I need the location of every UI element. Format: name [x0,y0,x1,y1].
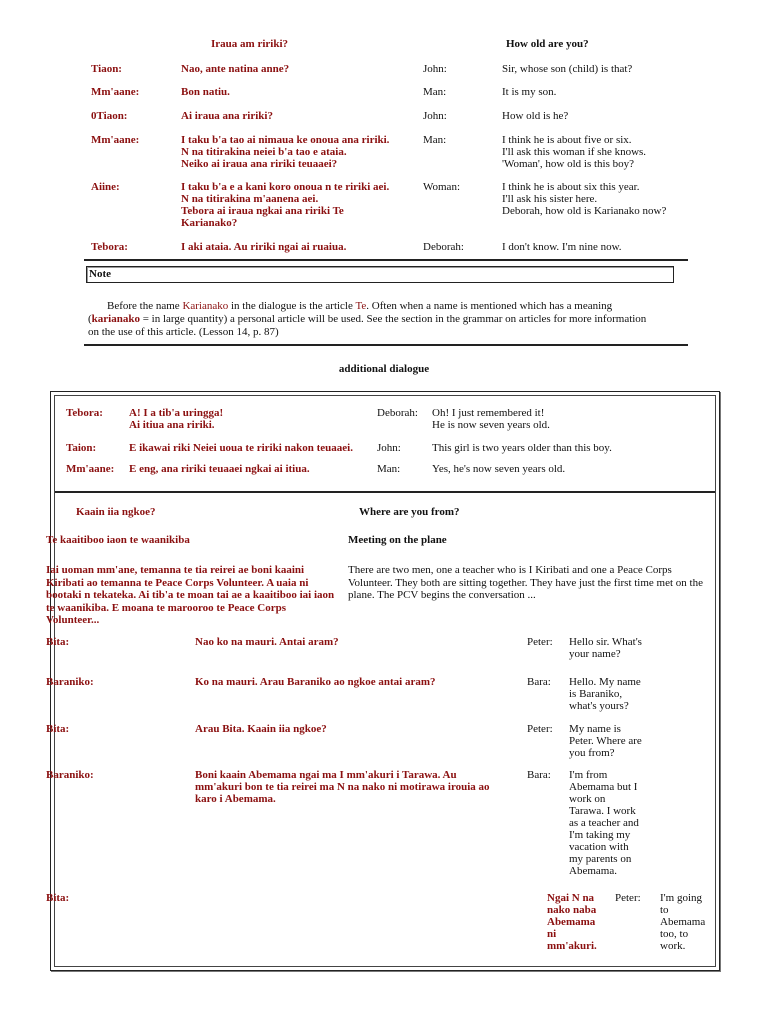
speaker-name: Taion: [66,442,97,454]
section-title-english: Where are you from? [359,506,460,518]
speaker-name: 0Tiaon: [91,110,128,122]
kiribati-line: Nao ko na mauri. Antai aram? [195,636,339,648]
subtitle-kiribati: Te kaaitiboo iaon te waanikiba [46,534,190,546]
english-line: I think he is about six this year. I'll ask his sister here. Deborah, how old is Karianako now? [502,181,667,217]
english-line: I'm going to Abemama too, to work. [660,892,706,952]
kiribati-line: I taku b'a tao ai nimaua ke onoua ana ririki. N na titirakina neiei b'a tao e ataia. Neiko ai iraua ana ririki teuaaei? [181,134,390,170]
speaker-name: Aiine: [91,181,120,193]
speaker-name-english: Man: [423,86,447,98]
speaker-name-english: Deborah: [377,407,418,419]
kiribati-line: E ikawai riki Neiei uoua te ririki nakon teuaaei. [129,442,353,454]
speaker-name-english: Bara: [527,676,551,688]
kiribati-line: Ko na mauri. Arau Baraniko ao ngkoe antai aram? [195,676,436,688]
english-line: Oh! I just remembered it! He is now seven years old. [432,407,550,431]
english-line: Hello. My name is Baraniko, what's yours? [569,676,641,712]
speaker-name: Baraniko: [46,769,94,781]
speaker-name: Mm'aane: [66,463,115,475]
speaker-name-english: Peter: [527,636,553,648]
note-text: = in large quantity) a personal article will be used. See the section in the grammar on articles for more information on the use of this article. (Lesson 14, p. 87) [88,313,647,338]
kiribati-line: I aki ataia. Au ririki ngai ai ruaiua. [181,241,347,253]
speaker-name-english: John: [423,110,447,122]
english-line: My name is Peter. Where are you from? [569,723,642,759]
divider [84,344,688,346]
speaker-name: Mm'aane: [91,134,140,146]
speaker-name: Bita: [46,723,70,735]
speaker-name-english: John: [423,63,447,75]
note-label: Note [89,268,111,280]
note-text: in the dialogue is the article [228,300,356,312]
intro-kiribati: Iai uoman mm'ane, temanna te tia reirei ae boni kaaini Kiribati ao temanna te Peace Corps Volunteer. A uaia ni bootaki n tekateka. Ai tib'a te moan tai ae a kaaitiboo iai iaon te waanikiba. E moana te marooroo te Peace Corps Volunteer... [46,564,335,626]
speaker-name-english: Man: [423,134,447,146]
speaker-name: Bita: [46,892,70,904]
note-text: . Often when a name is mentioned which has a meaning ( [88,300,613,325]
divider [84,259,688,261]
english-line: I think he is about five or six. I'll ask this woman if she knows. 'Woman', how old is this boy? [502,134,647,170]
kiribati-line: Bon natiu. [181,86,230,98]
speaker-name-english: Deborah: [423,241,464,253]
subtitle-english: Meeting on the plane [348,534,447,546]
english-line: I'm from Abemama but I work on Tarawa. I work as a teacher and I'm taking my vacation with my parents on Abemama. [569,769,639,877]
speaker-name: Tebora: [66,407,103,419]
speaker-name: Mm'aane: [91,86,140,98]
english-line: Hello sir. What's your name? [569,636,642,660]
kiribati-line: Nao, ante natina anne? [181,63,290,75]
speaker-name-english: John: [377,442,401,454]
note-name: Karianako [182,300,229,312]
kiribati-line: A! I a tib'a uringga! Ai itiua ana ririki. [129,407,224,431]
english-line: How old is he? [502,110,569,122]
english-line: I don't know. I'm nine now. [502,241,622,253]
speaker-name-english: Woman: [423,181,460,193]
kiribati-line: I taku b'a e a kani koro onoua n te ririki aei. N na titirakina m'aanena aei. Tebora ai iraua ngkai ana ririki Te Karianako? [181,181,390,229]
additional-dialogue-title: additional dialogue [338,363,430,375]
speaker-name: Bita: [46,636,70,648]
kiribati-line: Boni kaain Abemama ngai ma I mm'akuri i Tarawa. Au mm'akuri bon te tia reirei ma N na nako ni motirawa irouia ao karo i Abemama. [195,769,490,805]
note-article: Te [355,300,367,312]
divider [55,491,715,493]
section-title-kiribati: Iraua am ririki? [211,38,288,50]
speaker-name-english: Man: [377,463,401,475]
intro-english: There are two men, one a teacher who is I Kiribati and one a Peace Corps Volunteer. They both are sitting together. They have just the first time met on the plane. The PCV begins the conversation ... [348,564,703,601]
speaker-name-english: Peter: [615,892,641,904]
english-line: It is my son. [502,86,557,98]
speaker-name-english: Bara: [527,769,551,781]
english-line: This girl is two years older than this boy. [432,442,612,454]
speaker-name: Tebora: [91,241,128,253]
section-title-kiribati: Kaain iia ngkoe? [76,506,156,518]
speaker-name: Baraniko: [46,676,94,688]
kiribati-line: Ngai N na nako naba Abemama ni mm'akuri. [547,892,597,952]
section-title-english: How old are you? [506,38,589,50]
note-text: Before the name [107,300,183,312]
note-meaning-word: karianako [91,313,140,325]
kiribati-line: E eng, ana ririki teuaaei ngkai ai itiua. [129,463,310,475]
english-line: Sir, whose son (child) is that? [502,63,633,75]
english-line: Yes, he's now seven years old. [432,463,566,475]
speaker-name-english: Peter: [527,723,553,735]
kiribati-line: Arau Bita. Kaain iia ngkoe? [195,723,327,735]
kiribati-line: Ai iraua ana ririki? [181,110,273,122]
speaker-name: Tiaon: [91,63,122,75]
note-paragraph [88,300,660,339]
note-box [86,266,674,283]
